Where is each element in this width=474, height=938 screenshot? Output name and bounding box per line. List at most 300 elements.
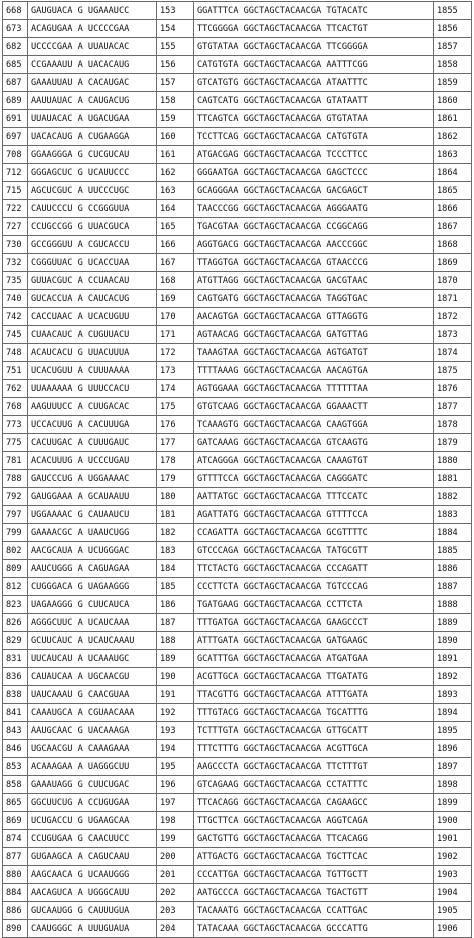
enzyme-sequence-cell: CAGTGATG GGCTAGCTACAACGA TAGGTGAC bbox=[194, 290, 434, 308]
sequence-table bbox=[2, 1, 472, 938]
seq-id-cell: 167 bbox=[157, 254, 194, 272]
enzyme-sequence-cell: GCATTTGA GGCTAGCTACAACGA ATGATGAA bbox=[194, 650, 434, 668]
seq-id-cell: 156 bbox=[157, 56, 194, 74]
position-cell: 853 bbox=[3, 758, 28, 776]
enzyme-sequence-cell: GTGTATAA GGCTAGCTACAACGA TTCGGGGA bbox=[194, 38, 434, 56]
position-cell: 886 bbox=[3, 902, 28, 920]
table-row bbox=[3, 92, 472, 110]
substrate-sequence-cell: UCACUGUU A CUUUAAAA bbox=[28, 362, 157, 380]
substrate-sequence-cell: UUAAAAAA G UUUCCACU bbox=[28, 380, 157, 398]
position-cell: 802 bbox=[3, 542, 28, 560]
table-row bbox=[3, 812, 472, 830]
enzyme-seq-id-cell: 1880 bbox=[434, 452, 472, 470]
enzyme-sequence-cell: TTAGGTGA GGCTAGCTACAACGA GTAACCCG bbox=[194, 254, 434, 272]
substrate-sequence-cell: ACAAAGAA A UAGGGCUU bbox=[28, 758, 157, 776]
enzyme-seq-id-cell: 1866 bbox=[434, 200, 472, 218]
substrate-sequence-cell: AAUCUGGG A CAGUAGAA bbox=[28, 560, 157, 578]
enzyme-seq-id-cell: 1864 bbox=[434, 164, 472, 182]
seq-id-cell: 163 bbox=[157, 182, 194, 200]
seq-id-cell: 198 bbox=[157, 812, 194, 830]
position-cell: 727 bbox=[3, 218, 28, 236]
seq-id-cell: 196 bbox=[157, 776, 194, 794]
enzyme-seq-id-cell: 1871 bbox=[434, 290, 472, 308]
enzyme-seq-id-cell: 1905 bbox=[434, 902, 472, 920]
enzyme-sequence-cell: GACTGTTG GGCTAGCTACAACGA TTCACAGG bbox=[194, 830, 434, 848]
position-cell: 788 bbox=[3, 470, 28, 488]
table-row bbox=[3, 380, 472, 398]
position-cell: 869 bbox=[3, 812, 28, 830]
enzyme-seq-id-cell: 1875 bbox=[434, 362, 472, 380]
seq-id-cell: 174 bbox=[157, 380, 194, 398]
enzyme-sequence-cell: ATGTTAGG GGCTAGCTACAACGA GACGTAAC bbox=[194, 272, 434, 290]
enzyme-seq-id-cell: 1859 bbox=[434, 74, 472, 92]
seq-id-cell: 171 bbox=[157, 326, 194, 344]
substrate-sequence-cell: CAAAUGCA A CGUAACAAA bbox=[28, 704, 157, 722]
seq-id-cell: 182 bbox=[157, 524, 194, 542]
enzyme-seq-id-cell: 1881 bbox=[434, 470, 472, 488]
enzyme-sequence-cell: TATACAAA GGCTAGCTACAACGA GCCCATTG bbox=[194, 920, 434, 938]
enzyme-sequence-cell: ATTGACTG GGCTAGCTACAACGA TGCTTCAC bbox=[194, 848, 434, 866]
enzyme-seq-id-cell: 1902 bbox=[434, 848, 472, 866]
table-row bbox=[3, 290, 472, 308]
position-cell: 792 bbox=[3, 488, 28, 506]
position-cell: 846 bbox=[3, 740, 28, 758]
enzyme-sequence-cell: CCAGATTA GGCTAGCTACAACGA GCGTTTTC bbox=[194, 524, 434, 542]
seq-id-cell: 155 bbox=[157, 38, 194, 56]
position-cell: 890 bbox=[3, 920, 28, 938]
position-cell: 775 bbox=[3, 434, 28, 452]
position-cell: 697 bbox=[3, 128, 28, 146]
substrate-sequence-cell: GGGAGCUC G UCAUUCCC bbox=[28, 164, 157, 182]
seq-id-cell: 197 bbox=[157, 794, 194, 812]
seq-id-cell: 175 bbox=[157, 398, 194, 416]
enzyme-seq-id-cell: 1896 bbox=[434, 740, 472, 758]
table-row bbox=[3, 326, 472, 344]
substrate-sequence-cell: GGCUUCUG A CCUGUGAA bbox=[28, 794, 157, 812]
position-cell: 682 bbox=[3, 38, 28, 56]
table-row bbox=[3, 758, 472, 776]
position-cell: 742 bbox=[3, 308, 28, 326]
enzyme-sequence-cell: ATTTGATA GGCTAGCTACAACGA GATGAAGC bbox=[194, 632, 434, 650]
substrate-sequence-cell: GAAAUUAU A CACAUGAC bbox=[28, 74, 157, 92]
table-row bbox=[3, 776, 472, 794]
position-cell: 826 bbox=[3, 614, 28, 632]
position-cell: 708 bbox=[3, 146, 28, 164]
table-row bbox=[3, 614, 472, 632]
seq-id-cell: 203 bbox=[157, 902, 194, 920]
enzyme-seq-id-cell: 1898 bbox=[434, 776, 472, 794]
enzyme-seq-id-cell: 1874 bbox=[434, 344, 472, 362]
position-cell: 762 bbox=[3, 380, 28, 398]
seq-id-cell: 187 bbox=[157, 614, 194, 632]
enzyme-sequence-cell: TAAAGTAA GGCTAGCTACAACGA AGTGATGT bbox=[194, 344, 434, 362]
table-row bbox=[3, 704, 472, 722]
enzyme-sequence-cell: TTCAGTCA GGCTAGCTACAACGA GTGTATAA bbox=[194, 110, 434, 128]
seq-id-cell: 188 bbox=[157, 632, 194, 650]
position-cell: 843 bbox=[3, 722, 28, 740]
substrate-sequence-cell: GAAAUAGG G CUUCUGAC bbox=[28, 776, 157, 794]
enzyme-sequence-cell: ACGTTGCA GGCTAGCTACAACGA TTGATATG bbox=[194, 668, 434, 686]
seq-id-cell: 201 bbox=[157, 866, 194, 884]
seq-id-cell: 160 bbox=[157, 128, 194, 146]
enzyme-seq-id-cell: 1888 bbox=[434, 596, 472, 614]
seq-id-cell: 179 bbox=[157, 470, 194, 488]
enzyme-seq-id-cell: 1868 bbox=[434, 236, 472, 254]
position-cell: 877 bbox=[3, 848, 28, 866]
position-cell: 884 bbox=[3, 884, 28, 902]
position-cell: 768 bbox=[3, 398, 28, 416]
seq-id-cell: 162 bbox=[157, 164, 194, 182]
table-row bbox=[3, 254, 472, 272]
position-cell: 831 bbox=[3, 650, 28, 668]
table-row bbox=[3, 650, 472, 668]
substrate-sequence-cell: UAUCAAAU G CAACGUAA bbox=[28, 686, 157, 704]
substrate-sequence-cell: GCCGGGUU A CGUCACCU bbox=[28, 236, 157, 254]
enzyme-seq-id-cell: 1885 bbox=[434, 542, 472, 560]
substrate-sequence-cell: CAUUCCCU G CCGGGUUA bbox=[28, 200, 157, 218]
position-cell: 836 bbox=[3, 668, 28, 686]
position-cell: 823 bbox=[3, 596, 28, 614]
substrate-sequence-cell: AAUGCAAC G UACAAAGA bbox=[28, 722, 157, 740]
seq-id-cell: 170 bbox=[157, 308, 194, 326]
seq-id-cell: 200 bbox=[157, 848, 194, 866]
enzyme-seq-id-cell: 1897 bbox=[434, 758, 472, 776]
enzyme-sequence-cell: AACAGTGA GGCTAGCTACAACGA GTTAGGTG bbox=[194, 308, 434, 326]
enzyme-sequence-cell: GATCAAAG GGCTAGCTACAACGA GTCAAGTG bbox=[194, 434, 434, 452]
table-row bbox=[3, 128, 472, 146]
substrate-sequence-cell: CCUGUGAA G CAACUUCC bbox=[28, 830, 157, 848]
table-row bbox=[3, 416, 472, 434]
substrate-sequence-cell: CAUAUCAA A UGCAACGU bbox=[28, 668, 157, 686]
substrate-sequence-cell: ACAUCACU G UUACUUUA bbox=[28, 344, 157, 362]
substrate-sequence-cell: UCCACUUG A CACUUUGA bbox=[28, 416, 157, 434]
table-row bbox=[3, 146, 472, 164]
enzyme-sequence-cell: CATGTGTA GGCTAGCTACAACGA AATTTCGG bbox=[194, 56, 434, 74]
table-row bbox=[3, 506, 472, 524]
position-cell: 858 bbox=[3, 776, 28, 794]
seq-id-cell: 153 bbox=[157, 2, 194, 20]
seq-id-cell: 161 bbox=[157, 146, 194, 164]
enzyme-seq-id-cell: 1906 bbox=[434, 920, 472, 938]
enzyme-seq-id-cell: 1901 bbox=[434, 830, 472, 848]
seq-id-cell: 190 bbox=[157, 668, 194, 686]
table-row bbox=[3, 848, 472, 866]
enzyme-sequence-cell: AGTGGAAA GGCTAGCTACAACGA TTTTTTAA bbox=[194, 380, 434, 398]
table-row bbox=[3, 722, 472, 740]
seq-id-cell: 202 bbox=[157, 884, 194, 902]
position-cell: 715 bbox=[3, 182, 28, 200]
table-row bbox=[3, 164, 472, 182]
enzyme-seq-id-cell: 1876 bbox=[434, 380, 472, 398]
table-row bbox=[3, 38, 472, 56]
seq-id-cell: 178 bbox=[157, 452, 194, 470]
enzyme-sequence-cell: TTTCTTTG GGCTAGCTACAACGA ACGTTGCA bbox=[194, 740, 434, 758]
enzyme-sequence-cell: AGGTGACG GGCTAGCTACAACGA AACCCGGC bbox=[194, 236, 434, 254]
enzyme-sequence-cell: AATGCCCA GGCTAGCTACAACGA TGACTGTT bbox=[194, 884, 434, 902]
enzyme-seq-id-cell: 1872 bbox=[434, 308, 472, 326]
substrate-sequence-cell: UAGAAGGG G CUUCAUCA bbox=[28, 596, 157, 614]
table-row bbox=[3, 452, 472, 470]
table-row bbox=[3, 236, 472, 254]
table-row bbox=[3, 866, 472, 884]
position-cell: 773 bbox=[3, 416, 28, 434]
seq-id-cell: 166 bbox=[157, 236, 194, 254]
substrate-sequence-cell: CACUUGAC A CUUUGAUC bbox=[28, 434, 157, 452]
enzyme-seq-id-cell: 1893 bbox=[434, 686, 472, 704]
table-row bbox=[3, 686, 472, 704]
substrate-sequence-cell: ACACUUUG A UCCCUGAU bbox=[28, 452, 157, 470]
table-row bbox=[3, 884, 472, 902]
enzyme-sequence-cell: GGATTTCA GGCTAGCTACAACGA TGTACATC bbox=[194, 2, 434, 20]
table-row bbox=[3, 632, 472, 650]
substrate-sequence-cell: AACGCAUA A UCUGGGAC bbox=[28, 542, 157, 560]
substrate-sequence-cell: GUCAAUGG G CAUUUGUA bbox=[28, 902, 157, 920]
enzyme-sequence-cell: TTCTACTG GGCTAGCTACAACGA CCCAGATT bbox=[194, 560, 434, 578]
enzyme-seq-id-cell: 1890 bbox=[434, 632, 472, 650]
table-row bbox=[3, 740, 472, 758]
enzyme-sequence-cell: TCCTTCAG GGCTAGCTACAACGA CATGTGTA bbox=[194, 128, 434, 146]
enzyme-sequence-cell: GTTTTCCA GGCTAGCTACAACGA CAGGGATC bbox=[194, 470, 434, 488]
enzyme-sequence-cell: GTGTCAAG GGCTAGCTACAACGA GGAAACTT bbox=[194, 398, 434, 416]
enzyme-sequence-cell: GTCCCAGA GGCTAGCTACAACGA TATGCGTT bbox=[194, 542, 434, 560]
enzyme-seq-id-cell: 1869 bbox=[434, 254, 472, 272]
substrate-sequence-cell: UCCCCGAA A UUAUACAC bbox=[28, 38, 157, 56]
enzyme-sequence-cell: AGATTATG GGCTAGCTACAACGA GTTTTCCA bbox=[194, 506, 434, 524]
enzyme-seq-id-cell: 1894 bbox=[434, 704, 472, 722]
substrate-sequence-cell: GAUGGAAA A GCAUAAUU bbox=[28, 488, 157, 506]
substrate-sequence-cell: GCUUCAUC A UCAUCAAAU bbox=[28, 632, 157, 650]
enzyme-seq-id-cell: 1886 bbox=[434, 560, 472, 578]
enzyme-sequence-cell: CAGTCATG GGCTAGCTACAACGA GTATAATT bbox=[194, 92, 434, 110]
substrate-sequence-cell: CUAACAUC A CUGUUACU bbox=[28, 326, 157, 344]
enzyme-seq-id-cell: 1891 bbox=[434, 650, 472, 668]
substrate-sequence-cell: ACAGUGAA A UCCCCGAA bbox=[28, 20, 157, 38]
seq-id-cell: 181 bbox=[157, 506, 194, 524]
substrate-sequence-cell: UCUGACCU G UGAAGCAA bbox=[28, 812, 157, 830]
seq-id-cell: 195 bbox=[157, 758, 194, 776]
enzyme-seq-id-cell: 1903 bbox=[434, 866, 472, 884]
table-row bbox=[3, 398, 472, 416]
enzyme-sequence-cell: TTCGGGGA GGCTAGCTACAACGA TTCACTGT bbox=[194, 20, 434, 38]
enzyme-sequence-cell: TTACGTTG GGCTAGCTACAACGA ATTTGATA bbox=[194, 686, 434, 704]
substrate-sequence-cell: AGCUCGUC A UUCCCUGC bbox=[28, 182, 157, 200]
table-row bbox=[3, 344, 472, 362]
seq-id-cell: 184 bbox=[157, 560, 194, 578]
seq-id-cell: 194 bbox=[157, 740, 194, 758]
enzyme-sequence-cell: ATGACGAG GGCTAGCTACAACGA TCCCTTCC bbox=[194, 146, 434, 164]
enzyme-sequence-cell: AATTATGC GGCTAGCTACAACGA TTTCCATC bbox=[194, 488, 434, 506]
enzyme-seq-id-cell: 1860 bbox=[434, 92, 472, 110]
position-cell: 730 bbox=[3, 236, 28, 254]
position-cell: 732 bbox=[3, 254, 28, 272]
enzyme-sequence-cell: GTCAGAAG GGCTAGCTACAACGA CCTATTTC bbox=[194, 776, 434, 794]
seq-id-cell: 172 bbox=[157, 344, 194, 362]
enzyme-sequence-cell: TAACCCGG GGCTAGCTACAACGA AGGGAATG bbox=[194, 200, 434, 218]
table-row bbox=[3, 902, 472, 920]
enzyme-seq-id-cell: 1865 bbox=[434, 182, 472, 200]
position-cell: 735 bbox=[3, 272, 28, 290]
substrate-sequence-cell: GAUGUACA G UGAAAUCC bbox=[28, 2, 157, 20]
table-row bbox=[3, 218, 472, 236]
table-row bbox=[3, 524, 472, 542]
table-row bbox=[3, 560, 472, 578]
enzyme-seq-id-cell: 1884 bbox=[434, 524, 472, 542]
position-cell: 689 bbox=[3, 92, 28, 110]
enzyme-sequence-cell: GTCATGTG GGCTAGCTACAACGA ATAATTTC bbox=[194, 74, 434, 92]
position-cell: 781 bbox=[3, 452, 28, 470]
table-row bbox=[3, 74, 472, 92]
table-row bbox=[3, 308, 472, 326]
position-cell: 745 bbox=[3, 326, 28, 344]
enzyme-sequence-cell: GCAGGGAA GGCTAGCTACAACGA GACGAGCT bbox=[194, 182, 434, 200]
enzyme-seq-id-cell: 1904 bbox=[434, 884, 472, 902]
seq-id-cell: 180 bbox=[157, 488, 194, 506]
enzyme-seq-id-cell: 1873 bbox=[434, 326, 472, 344]
table-row bbox=[3, 470, 472, 488]
substrate-sequence-cell: GGAAGGGA G CUCGUCAU bbox=[28, 146, 157, 164]
substrate-sequence-cell: CGGGUUAC G UCACCUAA bbox=[28, 254, 157, 272]
seq-id-cell: 191 bbox=[157, 686, 194, 704]
enzyme-seq-id-cell: 1857 bbox=[434, 38, 472, 56]
enzyme-seq-id-cell: 1878 bbox=[434, 416, 472, 434]
enzyme-seq-id-cell: 1858 bbox=[434, 56, 472, 74]
seq-id-cell: 189 bbox=[157, 650, 194, 668]
position-cell: 812 bbox=[3, 578, 28, 596]
table-row bbox=[3, 434, 472, 452]
enzyme-seq-id-cell: 1863 bbox=[434, 146, 472, 164]
seq-id-cell: 176 bbox=[157, 416, 194, 434]
substrate-sequence-cell: AAGUUUCC A CUUGACAC bbox=[28, 398, 157, 416]
position-cell: 865 bbox=[3, 794, 28, 812]
table-row bbox=[3, 272, 472, 290]
position-cell: 748 bbox=[3, 344, 28, 362]
position-cell: 687 bbox=[3, 74, 28, 92]
substrate-sequence-cell: UGCAACGU A CAAAGAAA bbox=[28, 740, 157, 758]
enzyme-sequence-cell: CCCATTGA GGCTAGCTACAACGA TGTTGCTT bbox=[194, 866, 434, 884]
seq-id-cell: 173 bbox=[157, 362, 194, 380]
enzyme-sequence-cell: TTCACAGG GGCTAGCTACAACGA CAGAAGCC bbox=[194, 794, 434, 812]
table-row bbox=[3, 668, 472, 686]
position-cell: 799 bbox=[3, 524, 28, 542]
table-row bbox=[3, 794, 472, 812]
position-cell: 829 bbox=[3, 632, 28, 650]
position-cell: 880 bbox=[3, 866, 28, 884]
seq-id-cell: 165 bbox=[157, 218, 194, 236]
position-cell: 874 bbox=[3, 830, 28, 848]
enzyme-seq-id-cell: 1883 bbox=[434, 506, 472, 524]
substrate-sequence-cell: GUCACCUA A CAUCACUG bbox=[28, 290, 157, 308]
seq-id-cell: 199 bbox=[157, 830, 194, 848]
seq-id-cell: 157 bbox=[157, 74, 194, 92]
seq-id-cell: 185 bbox=[157, 578, 194, 596]
enzyme-seq-id-cell: 1900 bbox=[434, 812, 472, 830]
substrate-sequence-cell: UGGAAAAC G CAUAAUCU bbox=[28, 506, 157, 524]
enzyme-seq-id-cell: 1862 bbox=[434, 128, 472, 146]
table-row bbox=[3, 56, 472, 74]
seq-id-cell: 193 bbox=[157, 722, 194, 740]
enzyme-seq-id-cell: 1867 bbox=[434, 218, 472, 236]
position-cell: 740 bbox=[3, 290, 28, 308]
enzyme-seq-id-cell: 1892 bbox=[434, 668, 472, 686]
table-row bbox=[3, 110, 472, 128]
seq-id-cell: 183 bbox=[157, 542, 194, 560]
seq-id-cell: 204 bbox=[157, 920, 194, 938]
enzyme-sequence-cell: TCTTTGTA GGCTAGCTACAACGA GTTGCATT bbox=[194, 722, 434, 740]
position-cell: 841 bbox=[3, 704, 28, 722]
enzyme-sequence-cell: ATCAGGGA GGCTAGCTACAACGA CAAAGTGT bbox=[194, 452, 434, 470]
table-row bbox=[3, 578, 472, 596]
substrate-sequence-cell: UACACAUG A CUGAAGGA bbox=[28, 128, 157, 146]
table-row bbox=[3, 362, 472, 380]
enzyme-seq-id-cell: 1889 bbox=[434, 614, 472, 632]
enzyme-seq-id-cell: 1861 bbox=[434, 110, 472, 128]
enzyme-sequence-cell: TTTGTACG GGCTAGCTACAACGA TGCATTTG bbox=[194, 704, 434, 722]
enzyme-sequence-cell: TGATGAAG GGCTAGCTACAACGA CCTTCTA bbox=[194, 596, 434, 614]
enzyme-sequence-cell: AGTAACAG GGCTAGCTACAACGA GATGTTAG bbox=[194, 326, 434, 344]
position-cell: 838 bbox=[3, 686, 28, 704]
enzyme-sequence-cell: GGGAATGA GGCTAGCTACAACGA GAGCTCCC bbox=[194, 164, 434, 182]
substrate-sequence-cell: GUGAAGCA A CAGUCAAU bbox=[28, 848, 157, 866]
table-row bbox=[3, 200, 472, 218]
substrate-sequence-cell: AAGCAACA G UCAAUGGG bbox=[28, 866, 157, 884]
enzyme-seq-id-cell: 1899 bbox=[434, 794, 472, 812]
table-body bbox=[3, 2, 472, 938]
table-row bbox=[3, 20, 472, 38]
position-cell: 751 bbox=[3, 362, 28, 380]
substrate-sequence-cell: CCUGCCGG G UUACGUCA bbox=[28, 218, 157, 236]
table-row bbox=[3, 542, 472, 560]
enzyme-sequence-cell: TACAAATG GGCTAGCTACAACGA CCATTGAC bbox=[194, 902, 434, 920]
enzyme-seq-id-cell: 1879 bbox=[434, 434, 472, 452]
substrate-sequence-cell: AGGGCUUC A UCAUCAAA bbox=[28, 614, 157, 632]
enzyme-seq-id-cell: 1887 bbox=[434, 578, 472, 596]
table-row bbox=[3, 2, 472, 20]
substrate-sequence-cell: AACAGUCA A UGGGCAUU bbox=[28, 884, 157, 902]
seq-id-cell: 177 bbox=[157, 434, 194, 452]
position-cell: 712 bbox=[3, 164, 28, 182]
seq-id-cell: 192 bbox=[157, 704, 194, 722]
seq-id-cell: 154 bbox=[157, 20, 194, 38]
enzyme-sequence-cell: TCAAAGTG GGCTAGCTACAACGA CAAGTGGA bbox=[194, 416, 434, 434]
table-row bbox=[3, 920, 472, 938]
seq-id-cell: 168 bbox=[157, 272, 194, 290]
substrate-sequence-cell: CACCUAAC A UCACUGUU bbox=[28, 308, 157, 326]
enzyme-seq-id-cell: 1856 bbox=[434, 20, 472, 38]
seq-id-cell: 158 bbox=[157, 92, 194, 110]
enzyme-seq-id-cell: 1870 bbox=[434, 272, 472, 290]
position-cell: 797 bbox=[3, 506, 28, 524]
table-row bbox=[3, 596, 472, 614]
seq-id-cell: 164 bbox=[157, 200, 194, 218]
enzyme-seq-id-cell: 1855 bbox=[434, 2, 472, 20]
enzyme-sequence-cell: AAGCCCTA GGCTAGCTACAACGA TTCTTTGT bbox=[194, 758, 434, 776]
table-row bbox=[3, 182, 472, 200]
substrate-sequence-cell: GUUACGUC A CCUAACAU bbox=[28, 272, 157, 290]
position-cell: 809 bbox=[3, 560, 28, 578]
enzyme-seq-id-cell: 1877 bbox=[434, 398, 472, 416]
enzyme-sequence-cell: TGACGTAA GGCTAGCTACAACGA CCGGCAGG bbox=[194, 218, 434, 236]
seq-id-cell: 159 bbox=[157, 110, 194, 128]
enzyme-sequence-cell: TTGCTTCA GGCTAGCTACAACGA AGGTCAGA bbox=[194, 812, 434, 830]
enzyme-seq-id-cell: 1895 bbox=[434, 722, 472, 740]
enzyme-sequence-cell: CCCTTCTA GGCTAGCTACAACGA TGTCCCAG bbox=[194, 578, 434, 596]
position-cell: 685 bbox=[3, 56, 28, 74]
substrate-sequence-cell: CUGGGACA G UAGAAGGG bbox=[28, 578, 157, 596]
table-row bbox=[3, 830, 472, 848]
position-cell: 668 bbox=[3, 2, 28, 20]
substrate-sequence-cell: CAAUGGGC A UUUGUAUA bbox=[28, 920, 157, 938]
position-cell: 722 bbox=[3, 200, 28, 218]
